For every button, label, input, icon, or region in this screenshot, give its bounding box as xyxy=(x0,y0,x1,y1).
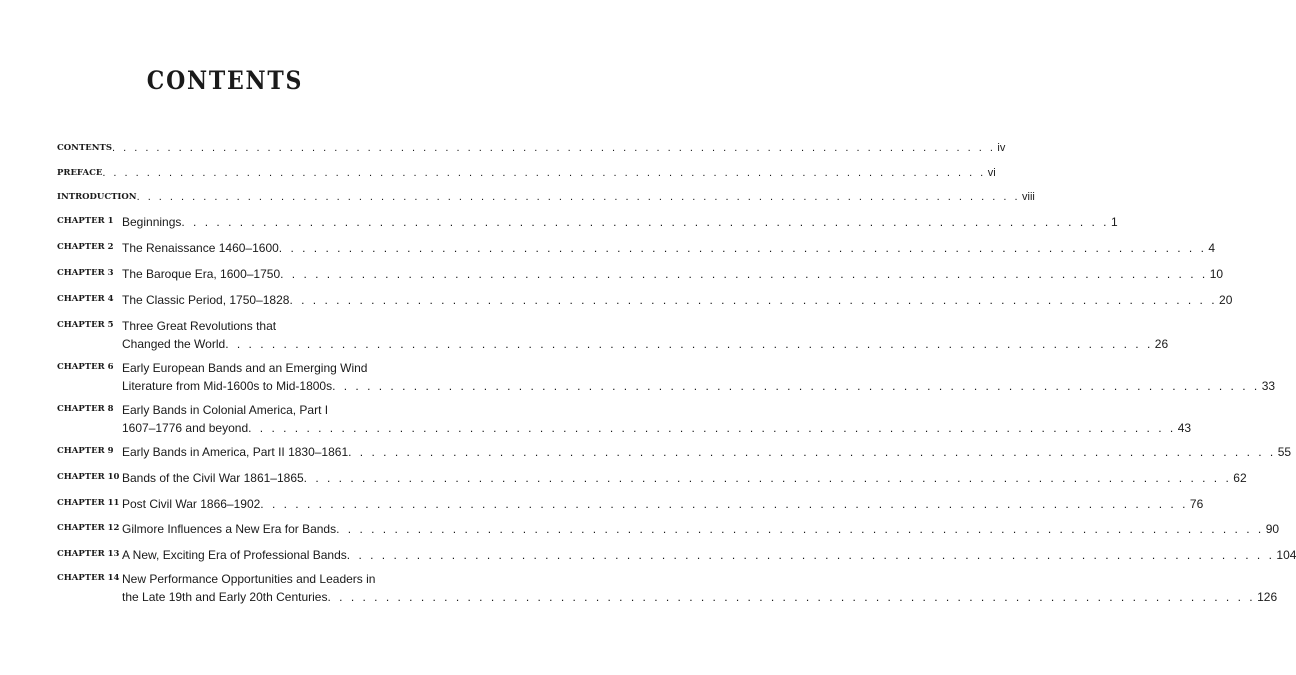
title-text: Early Bands in America, Part II 1830–1861 xyxy=(122,445,349,459)
chapter-title-line xyxy=(122,588,1278,606)
chapter-title xyxy=(122,570,1278,606)
chapter-title xyxy=(122,469,1247,487)
page-number: iv xyxy=(997,142,1006,154)
entry-title: CONTENTS xyxy=(57,143,112,153)
title-text: Literature from Mid-1600s to Mid-1800s xyxy=(122,379,333,393)
dot-leader: . . . . . . . . . . . . . . . . . . . . . . . . . . . . . . . . . . . . . . . . . . . . . . . . . . . . . . . . . . . . . . . . . . . . . . . . . . . . . . . . xyxy=(327,590,1256,604)
entry-title: INTRODUCTION xyxy=(57,192,137,202)
title-text: The Classic Period, 1750–1828 xyxy=(122,293,290,307)
dot-leader: . . . . . . . . . . . . . . . . . . . . . . . . . . . . . . . . . . . . . . . . . . . . . . . . . . . . . . . . . . . . . . . . . . . . . . . . . . . . . . . . xyxy=(248,421,1176,435)
page-number: vi xyxy=(987,167,996,179)
chapter-title xyxy=(122,239,1216,257)
page-number: 76 xyxy=(1189,497,1204,511)
chapter-title xyxy=(122,443,1292,461)
chapter-label: CHAPTER 12 xyxy=(57,523,120,533)
chapter-title-line xyxy=(122,401,389,419)
page-number: 55 xyxy=(1277,445,1292,459)
chapter-label: CHAPTER 13 xyxy=(57,549,120,559)
page-number: 33 xyxy=(1261,379,1276,393)
chapter-title-line xyxy=(122,239,1216,257)
chapter-title-line xyxy=(122,377,1276,395)
page-number: viii xyxy=(1022,191,1035,203)
toc-entry-line xyxy=(57,141,1006,155)
title-text: The Renaissance 1460–1600 xyxy=(122,241,279,255)
dot-leader: . . . . . . . . . . . . . . . . . . . . . . . . . . . . . . . . . . . . . . . . . . . . . . . . . . . . . . . . . . . . . . . . . . . . . . . . . . . . . . . . xyxy=(111,142,996,154)
page-title: CONTENTS xyxy=(146,66,304,95)
chapter-title-line xyxy=(122,335,1169,353)
page-number: 4 xyxy=(1208,241,1216,255)
chapter-title xyxy=(122,291,1233,309)
title-text: Early Bands in Colonial America, Part I xyxy=(122,403,329,417)
chapter-title xyxy=(122,359,1276,395)
chapter-label: CHAPTER 14 xyxy=(57,573,120,583)
chapter-title xyxy=(122,546,1296,564)
dot-leader: . . . . . . . . . . . . . . . . . . . . . . . . . . . . . . . . . . . . . . . . . . . . . . . . . . . . . . . . . . . . . . . . . . . . . . . . . . . . . . . . xyxy=(136,191,1021,203)
chapter-label: CHAPTER 3 xyxy=(57,268,114,278)
dot-leader: . . . . . . . . . . . . . . . . . . . . . . . . . . . . . . . . . . . . . . . . . . . . . . . . . . . . . . . . . . . . . . . . . . . . . . . . . . . . . . . . xyxy=(348,445,1276,459)
chapter-title-line xyxy=(122,419,1192,437)
chapter-title-line xyxy=(122,291,1233,309)
chapter-title-line xyxy=(122,469,1247,487)
chapter-label: CHAPTER 10 xyxy=(57,472,120,482)
toc-entry-contents xyxy=(57,141,1006,155)
dot-leader: . . . . . . . . . . . . . . . . . . . . . . . . . . . . . . . . . . . . . . . . . . . . . . . . . . . . . . . . . . . . . . . . . . . . . . . . . . . . . . . . xyxy=(278,241,1207,255)
dot-leader: . . . . . . . . . . . . . . . . . . . . . . . . . . . . . . . . . . . . . . . . . . . . . . . . . . . . . . . . . . . . . . . . . . . . . . . . . . . . . . . . xyxy=(332,379,1260,393)
chapter-title-line xyxy=(122,520,1280,538)
chapter-label: CHAPTER 1 xyxy=(57,216,114,226)
chapter-title xyxy=(122,520,1280,538)
dot-leader: . . . . . . . . . . . . . . . . . . . . . . . . . . . . . . . . . . . . . . . . . . . . . . . . . . . . . . . . . . . . . . . . . . . . . . . . . . . . . . . . xyxy=(260,497,1188,511)
title-text: The Baroque Era, 1600–1750 xyxy=(122,267,281,281)
page-number: 10 xyxy=(1209,267,1224,281)
chapter-title xyxy=(122,265,1224,283)
page-number: 26 xyxy=(1154,337,1169,351)
chapter-label: CHAPTER 6 xyxy=(57,362,114,372)
dot-leader: . . . . . . . . . . . . . . . . . . . . . . . . . . . . . . . . . . . . . . . . . . . . . . . . . . . . . . . . . . . . . . . . . . . . . . . . . . . . . . . . xyxy=(336,522,1264,536)
title-text: Early European Bands and an Emerging Wind xyxy=(122,361,368,375)
chapter-title-line xyxy=(122,359,389,377)
page-number: 43 xyxy=(1177,421,1192,435)
page-number: 1 xyxy=(1111,215,1118,229)
chapter-title-line xyxy=(122,213,1118,231)
chapter-label: CHAPTER 8 xyxy=(57,404,114,414)
chapter-title xyxy=(122,401,1192,437)
dot-leader: . . . . . . . . . . . . . . . . . . . . . . . . . . . . . . . . . . . . . . . . . . . . . . . . . . . . . . . . . . . . . . . . . . . . . . . . . . . . . . . . xyxy=(181,215,1109,229)
title-text: A New, Exciting Era of Professional Bands xyxy=(122,548,347,562)
page-number: 104 xyxy=(1276,548,1296,562)
chapter-title xyxy=(122,495,1204,513)
dot-leader: . . . . . . . . . . . . . . . . . . . . . . . . . . . . . . . . . . . . . . . . . . . . . . . . . . . . . . . . . . . . . . . . . . . . . . . . . . . . . . . . xyxy=(102,167,986,179)
page-number: 62 xyxy=(1233,471,1247,485)
chapter-title-line xyxy=(122,265,1224,283)
dot-leader: . . . . . . . . . . . . . . . . . . . . . . . . . . . . . . . . . . . . . . . . . . . . . . . . . . . . . . . . . . . . . . . . . . . . . . . . . . . . . . . . xyxy=(346,548,1275,562)
chapter-title xyxy=(122,213,1118,231)
dot-leader: . . . . . . . . . . . . . . . . . . . . . . . . . . . . . . . . . . . . . . . . . . . . . . . . . . . . . . . . . . . . . . . . . . . . . . . . . . . . . . . . xyxy=(289,293,1218,307)
chapter-title-line xyxy=(122,570,389,588)
chapter-label: CHAPTER 5 xyxy=(57,320,114,330)
entry-title: PREFACE xyxy=(57,168,103,178)
chapter-title-line xyxy=(122,443,1292,461)
chapter-title-line xyxy=(122,546,1296,564)
title-text: Beginnings xyxy=(122,215,182,229)
dot-leader: . . . . . . . . . . . . . . . . . . . . . . . . . . . . . . . . . . . . . . . . . . . . . . . . . . . . . . . . . . . . . . . . . . . . . . . . . . . . . . . . xyxy=(280,267,1208,281)
chapter-title-line xyxy=(122,317,389,335)
title-text: the Late 19th and Early 20th Centuries xyxy=(122,590,328,604)
title-text: Three Great Revolutions that xyxy=(122,319,277,333)
title-text: Post Civil War 1866–1902 xyxy=(122,497,261,511)
title-text: Gilmore Influences a New Era for Bands xyxy=(122,522,337,536)
title-text: Bands of the Civil War 1861–1865 xyxy=(122,471,304,485)
chapter-label: CHAPTER 4 xyxy=(57,294,114,304)
page-number: 126 xyxy=(1257,590,1278,604)
title-text: New Performance Opportunities and Leaders in xyxy=(122,572,376,586)
title-text: Changed the World xyxy=(122,337,226,351)
chapter-label: CHAPTER 2 xyxy=(57,242,114,252)
dot-leader: . . . . . . . . . . . . . . . . . . . . . . . . . . . . . . . . . . . . . . . . . . . . . . . . . . . . . . . . . . . . . . . . . . . . . . . . . . . . . . . . xyxy=(225,337,1153,351)
chapter-title xyxy=(122,317,1169,353)
toc-entry-line xyxy=(57,166,996,180)
title-text: 1607–1776 and beyond xyxy=(122,421,249,435)
page-number: 20 xyxy=(1219,293,1233,307)
chapter-label: CHAPTER 11 xyxy=(57,498,120,508)
toc-entry-preface xyxy=(57,166,996,180)
chapter-title-line xyxy=(122,495,1204,513)
page-number: 90 xyxy=(1265,522,1280,536)
toc-entry-introduction xyxy=(57,190,1035,204)
chapter-label: CHAPTER 9 xyxy=(57,446,114,456)
dot-leader: . . . . . . . . . . . . . . . . . . . . . . . . . . . . . . . . . . . . . . . . . . . . . . . . . . . . . . . . . . . . . . . . . . . . . . . . . . . . . . . . xyxy=(303,471,1232,485)
toc-entry-line xyxy=(57,190,1035,204)
